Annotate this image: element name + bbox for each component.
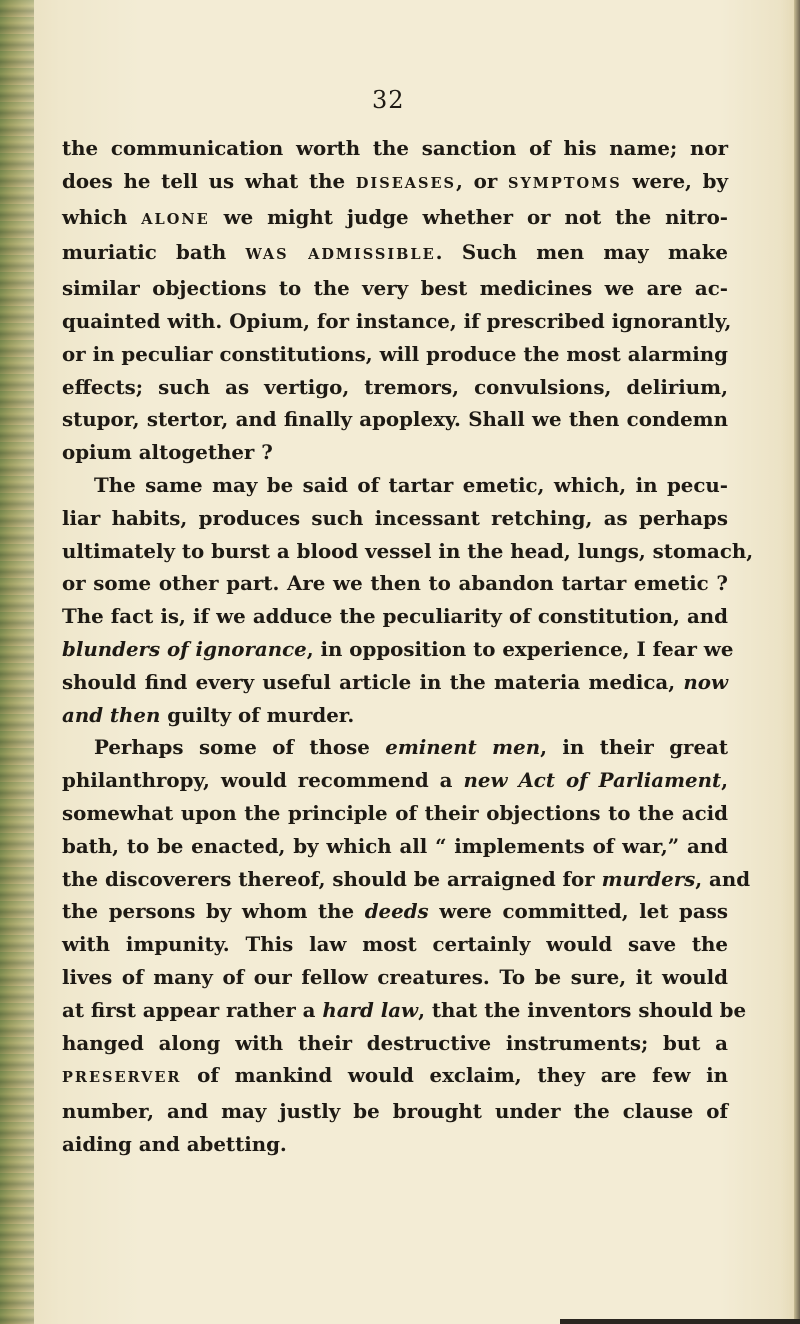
text-line: the communication worth the sanction of his name; nor <box>62 136 728 160</box>
italic-text: now <box>683 669 728 694</box>
text-line: hanged along with their destructive instruments; but a <box>62 1030 728 1055</box>
text-line: PRESERVER of mankind would exclaim, they are few in <box>62 1063 728 1088</box>
text-line: stupor, stertor, and finally apoplexy. Shall we then condemn <box>62 407 728 432</box>
small-caps-text: WAS ADMISSIBLE <box>245 246 436 264</box>
text-line: Perhaps some of those eminent men, in their great <box>94 735 729 760</box>
small-caps-text: PRESERVER <box>62 1069 182 1087</box>
italic-text: and then <box>62 702 161 727</box>
text-line: quainted with. Opium, for instance, if prescribed ignorantly, <box>62 308 732 333</box>
italic-text: blunders of ignorance <box>62 636 307 661</box>
small-caps-text: SYMPTOMS <box>507 174 622 192</box>
text-line: lives of many of our fellow creatures. To be sure, it would <box>62 964 728 989</box>
text-line: or in peculiar constitutions, will produce the most alarming <box>62 341 728 366</box>
book-binding-edge <box>0 0 34 1324</box>
text-line: ultimately to burst a blood vessel in the head, lungs, stomach, <box>62 538 754 563</box>
italic-text: murders <box>601 866 696 891</box>
text-line: effects; such as vertigo, tremors, convulsions, delirium, <box>62 374 728 399</box>
italic-text: deeds <box>364 899 429 924</box>
page-number: 32 <box>372 86 405 114</box>
text-line: and then guilty of murder. <box>62 702 355 727</box>
text-line: which ALONE we might judge whether or not the nitro- <box>62 204 729 229</box>
small-caps-text: DISEASES <box>355 174 456 192</box>
text-line: with impunity. This law most certainly would save the <box>62 932 728 957</box>
text-line: similar objections to the very best medicines we are ac- <box>62 276 728 301</box>
text-line: somewhat upon the principle of their objections to the acid <box>62 800 728 825</box>
text-line: or some other part. Are we then to abandon tartar emetic ? <box>62 571 728 596</box>
text-line: the discoverers thereof, should be arraigned for murders, and <box>62 866 751 891</box>
page-right-edge <box>794 0 800 1324</box>
page-bottom-edge <box>560 1319 800 1324</box>
text-line: does he tell us what the DISEASES, or SYMPTOMS were, by <box>62 168 729 193</box>
text-line: blunders of ignorance, in opposition to experience, I fear we <box>62 636 734 661</box>
text-line: bath, to be enacted, by which all “ implements of war,” and <box>62 833 728 858</box>
text-line: The same may be said of tartar emetic, which, in pecu- <box>94 472 728 497</box>
text-line: opium altogether ? <box>62 440 273 465</box>
text-line: the persons by whom the deeds were committed, let pass <box>62 899 728 924</box>
body-text <box>62 132 754 1161</box>
italic-text: new Act of Parliament <box>463 768 722 793</box>
text-line: at first appear rather a hard law, that the inventors should be <box>62 997 747 1022</box>
text-line: aiding and abetting. <box>62 1131 287 1156</box>
small-caps-text: ALONE <box>141 210 210 228</box>
italic-text: eminent men <box>385 735 541 760</box>
text-line: should find every useful article in the materia medica, now <box>62 669 728 694</box>
italic-text: hard law <box>322 997 419 1022</box>
text-line: number, and may justly be brought under the clause of <box>62 1099 728 1124</box>
text-line: The fact is, if we adduce the peculiarity of constitution, and <box>62 604 728 629</box>
text-line: philanthropy, would recommend a new Act of Parliament, <box>62 768 728 793</box>
text-line: muriatic bath WAS ADMISSIBLE. Such men may make <box>62 240 728 265</box>
text-line: liar habits, produces such incessant retching, as perhaps <box>62 505 728 530</box>
